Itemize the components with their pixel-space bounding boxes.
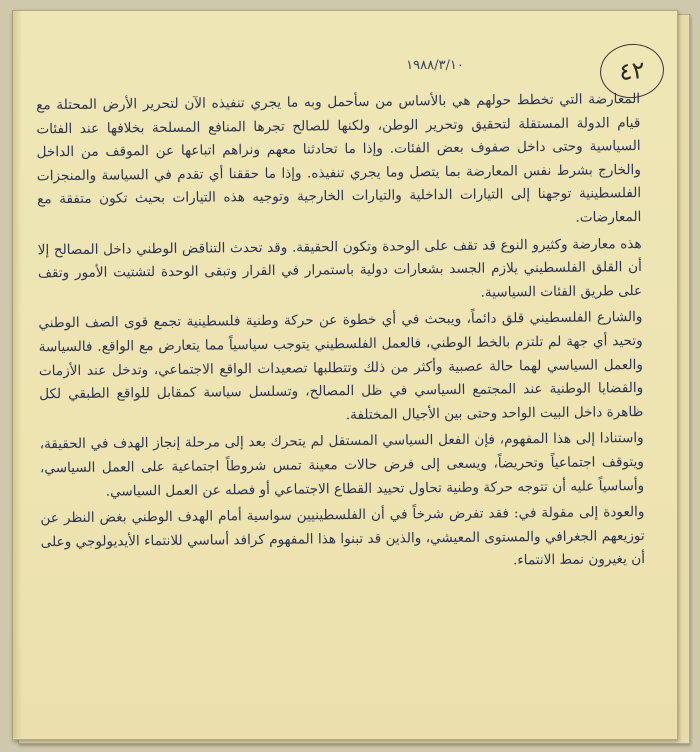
paragraph-1: المعارضة التي تخطط حولهم هي بالأساس من سأحمل وبه ما يجري تنفيذه الآن لتحرير الأرض المحتلة مع قيام الدولة المستقلة لتحقيق وتحرير الوطن، ولكنها للصالح تجرها المنافع المسلحة بخلافها عند الفئات السياسية وحتى داخل صفوف بعض الفئات. وإذا ما تحادثنا معهم ونراهم اتباعها عن الموقف من الداخل والخارج بشرط نفس المعارضة بما يتصل وما يجري تنفيذه. وإذا ما حققنا أي تقدم في السياسة والمنجزات الفلسطينية توجهنا إلى التيارات الداخلية والتيارات الخارجية وتوجيه هذه التيارات بحيث تكون متفقة مع المعارضات.: [36, 90, 642, 226]
page-number: ٤٢: [617, 55, 647, 87]
paragraph-4: واستنادا إلى هذا المفهوم، فإن الفعل السياسي المستقل لم يتحرك بعد إلى مرحلة إنجاز الهدف في الحقيقة، ويتوقف اجتماعياً وتحريضاً، ويسعى إلى فرض حالات معينة تمس شروطاً اجتماعية على العمل السياسي، وأساسياً عليه أن تتوجه حركة وطنية تحاول تحييد القطاع الاجتماعي أو فصله عن العمل السياسي.: [39, 430, 645, 500]
paragraph-3: والشارع الفلسطيني قلق دائماً، ويبحث في أي خطوة عن حركة وطنية فلسطينية تجمع قوى الصف الوطني وتحيد أي جهة لم تلتزم بالخط الوطني، فالعمل الفلسطيني يتوجب سياسياً مما يتعارض مع الواقع. فالسياسة والعمل السياسي لهما حالة عصبية وأكثر من ذلك وتتطلبها تصعيدات الواقع الاجتماعي، وتدخل عند الأزمات والقضايا الوطنية عند المجتمع السياسي في ظل المصالح، وتسلسل سياسة كمقابل للواقع الطبقي لكل ظاهرة داخل البيت الواحد وحتى بين الأجيال المختلفة.: [38, 309, 644, 423]
handwritten-body: [36, 88, 645, 581]
paragraph-2: هذه معارضة وكثيرو النوع قد تقف على الوحدة وتكون الحقيقة. وقد تحدث التناقض الوطني داخل المصالح إلا أن القلق الفلسطيني يلازم الجسد بشعارات دولية باستمرار في القرار وتبقى الوحدة لتشتيت الأمور وتقف على طريق الفئات السياسية.: [37, 235, 643, 301]
paragraph-5: والعودة إلى مقولة في: فقد تفرض شرخاً في أن الفلسطينيين سواسية أمام الهدف الوطني بغض النظر عن توزيعهم الجغرافي والمستوى المعيشي، والذين قد تبنوا هذا المفهوم كرافد أساسي للانتماء الأيديولوجي وعلى أن يغيرون نمط الانتماء.: [40, 504, 646, 569]
page-edge-shadow: [12, 10, 22, 738]
document-date: ١٩٨٨/٣/١٠: [406, 58, 464, 73]
